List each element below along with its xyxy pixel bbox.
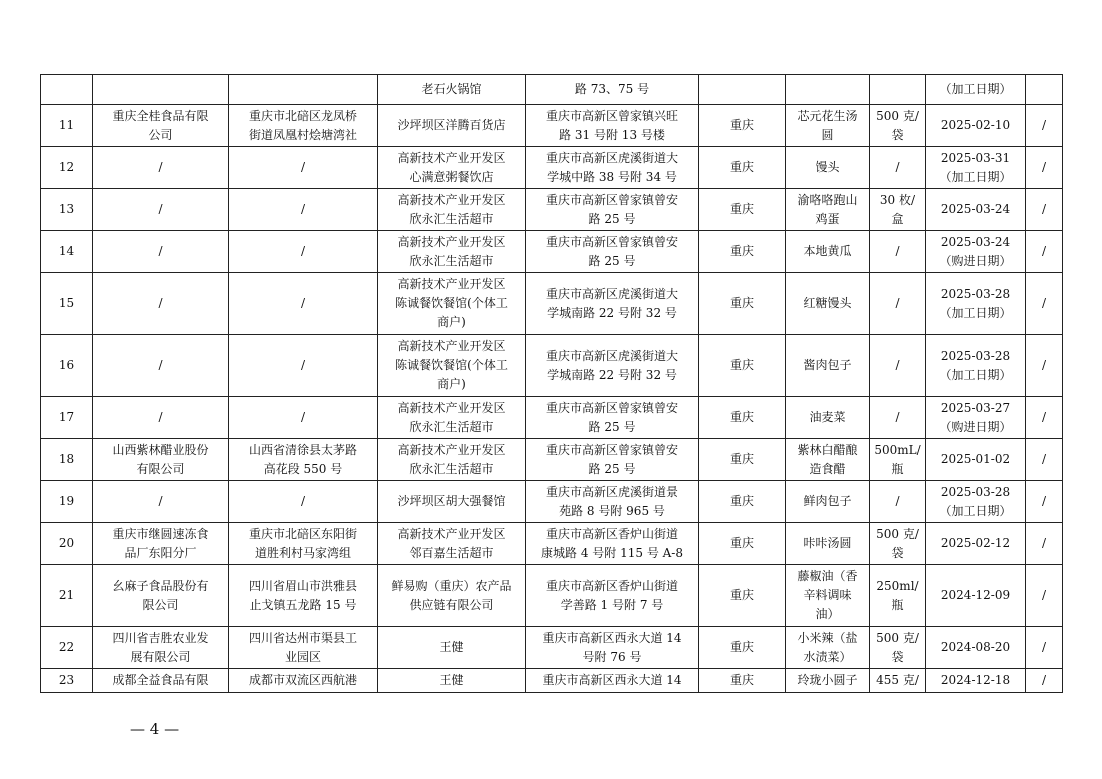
cell-other: / — [1026, 231, 1063, 273]
table-row — [41, 669, 1063, 693]
cell-spec: / — [870, 147, 926, 189]
cell-mfr: / — [93, 481, 229, 523]
cell-date: 2025-03-28 （加工日期） — [926, 481, 1026, 523]
cell-date: 2025-03-24 （购进日期） — [926, 231, 1026, 273]
cell-seller-addr: 重庆市高新区香炉山街道 康城路 4 号附 115 号 A-8 — [526, 523, 699, 565]
cell-mfr: / — [93, 335, 229, 397]
cell-region: 重庆 — [699, 397, 786, 439]
cell-region: 重庆 — [699, 627, 786, 669]
cell-date: 2024-12-09 — [926, 565, 1026, 627]
cell-other: / — [1026, 397, 1063, 439]
cell-mfr-addr: 重庆市北碚区东阳街 道胜利村马家湾组 — [229, 523, 378, 565]
table-row — [41, 105, 1063, 147]
cell-name: 渝咯咯跑山 鸡蛋 — [786, 189, 870, 231]
cell-seller-addr: 重庆市高新区西永大道 14 — [526, 669, 699, 693]
cell-n: 22 — [41, 627, 93, 669]
cell-mfr-addr: / — [229, 481, 378, 523]
cell-mfr-addr: / — [229, 397, 378, 439]
cell-n: 11 — [41, 105, 93, 147]
cell-date: 2025-03-24 — [926, 189, 1026, 231]
cell-mfr: / — [93, 273, 229, 335]
cell-date: 2024-12-18 — [926, 669, 1026, 693]
cell-other: / — [1026, 105, 1063, 147]
cell-region: 重庆 — [699, 147, 786, 189]
cell-other: / — [1026, 669, 1063, 693]
cell-date: 2024-08-20 — [926, 627, 1026, 669]
cell-seller-addr: 重庆市高新区虎溪街道景 苑路 8 号附 965 号 — [526, 481, 699, 523]
cell-n: 17 — [41, 397, 93, 439]
cell-n: 20 — [41, 523, 93, 565]
cell-seller: 鲜易购（重庆）农产品 供应链有限公司 — [378, 565, 526, 627]
table-row — [41, 273, 1063, 335]
cell-seller-addr: 重庆市高新区曾家镇兴旺 路 31 号附 13 号楼 — [526, 105, 699, 147]
cell-mfr-addr: 重庆市北碚区龙凤桥 街道凤凰村烩塘湾社 — [229, 105, 378, 147]
cell-seller: 王健 — [378, 669, 526, 693]
cell-name: 藤椒油（香 辛料调味 油） — [786, 565, 870, 627]
cell-region: 重庆 — [699, 565, 786, 627]
cell-spec: / — [870, 335, 926, 397]
table-row — [41, 523, 1063, 565]
cell-region: 重庆 — [699, 481, 786, 523]
cell-name: 玲珑小圆子 — [786, 669, 870, 693]
cell-spec: 500 克/ 袋 — [870, 523, 926, 565]
cell-mfr — [93, 75, 229, 105]
cell-date: 2025-02-12 — [926, 523, 1026, 565]
cell-name: 鲜肉包子 — [786, 481, 870, 523]
cell-spec: 30 枚/ 盒 — [870, 189, 926, 231]
table-row — [41, 439, 1063, 481]
cell-region: 重庆 — [699, 273, 786, 335]
cell-n: 21 — [41, 565, 93, 627]
cell-mfr: 幺麻子食品股份有 限公司 — [93, 565, 229, 627]
cell-name: 小米辣（盐 水渍菜） — [786, 627, 870, 669]
cell-date: 2025-03-31 （加工日期） — [926, 147, 1026, 189]
cell-date: 2025-03-27 （购进日期） — [926, 397, 1026, 439]
cell-seller-addr: 重庆市高新区虎溪街道大 学城南路 22 号附 32 号 — [526, 273, 699, 335]
cell-other: / — [1026, 523, 1063, 565]
page-number: — 4 — — [130, 720, 180, 738]
cell-other: / — [1026, 565, 1063, 627]
cell-n: 18 — [41, 439, 93, 481]
cell-region: 重庆 — [699, 439, 786, 481]
cell-mfr-addr: 山西省清徐县太茅路 高花段 550 号 — [229, 439, 378, 481]
cell-seller-addr: 重庆市高新区西永大道 14 号附 76 号 — [526, 627, 699, 669]
cell-name: 油麦菜 — [786, 397, 870, 439]
cell-seller: 高新技术产业开发区 欣永汇生活超市 — [378, 231, 526, 273]
cell-date: 2025-03-28 （加工日期） — [926, 335, 1026, 397]
cell-mfr-addr: 成都市双流区西航港 — [229, 669, 378, 693]
cell-name: 紫林白醋酿 造食醋 — [786, 439, 870, 481]
cell-name: 本地黄瓜 — [786, 231, 870, 273]
cell-seller: 王健 — [378, 627, 526, 669]
cell-date: 2025-03-28 （加工日期） — [926, 273, 1026, 335]
cell-name: 酱肉包子 — [786, 335, 870, 397]
cell-mfr: / — [93, 189, 229, 231]
table-row — [41, 147, 1063, 189]
cell-n: 19 — [41, 481, 93, 523]
cell-region: 重庆 — [699, 669, 786, 693]
table-row — [41, 231, 1063, 273]
cell-mfr: 成都全益食品有限 — [93, 669, 229, 693]
cell-mfr: 重庆市继圆速冻食 品厂东阳分厂 — [93, 523, 229, 565]
cell-n: 15 — [41, 273, 93, 335]
cell-mfr-addr: / — [229, 231, 378, 273]
cell-seller-addr: 重庆市高新区香炉山街道 学善路 1 号附 7 号 — [526, 565, 699, 627]
cell-mfr: / — [93, 397, 229, 439]
cell-other: / — [1026, 273, 1063, 335]
cell-region — [699, 75, 786, 105]
table-row — [41, 397, 1063, 439]
cell-seller-addr: 重庆市高新区曾家镇曾安 路 25 号 — [526, 397, 699, 439]
cell-n: 16 — [41, 335, 93, 397]
cell-spec — [870, 75, 926, 105]
cell-mfr-addr: 四川省眉山市洪雅县 止戈镇五龙路 15 号 — [229, 565, 378, 627]
cell-mfr-addr — [229, 75, 378, 105]
cell-mfr: 山西紫林醋业股份 有限公司 — [93, 439, 229, 481]
cell-mfr-addr: / — [229, 335, 378, 397]
cell-n: 23 — [41, 669, 93, 693]
cell-n: 14 — [41, 231, 93, 273]
cell-other — [1026, 75, 1063, 105]
cell-spec: / — [870, 231, 926, 273]
cell-n: 13 — [41, 189, 93, 231]
cell-seller-addr: 重庆市高新区曾家镇曾安 路 25 号 — [526, 189, 699, 231]
cell-seller: 沙坪坝区洋腾百货店 — [378, 105, 526, 147]
cell-name: 芯元花生汤 圆 — [786, 105, 870, 147]
cell-seller-addr: 重庆市高新区虎溪街道大 学城中路 38 号附 34 号 — [526, 147, 699, 189]
cell-seller: 老石火锅馆 — [378, 75, 526, 105]
cell-spec: / — [870, 273, 926, 335]
cell-date: （加工日期） — [926, 75, 1026, 105]
table-row — [41, 189, 1063, 231]
cell-name: 馒头 — [786, 147, 870, 189]
table-row — [41, 565, 1063, 627]
cell-other: / — [1026, 439, 1063, 481]
cell-seller-addr: 路 73、75 号 — [526, 75, 699, 105]
cell-mfr-addr: / — [229, 147, 378, 189]
cell-mfr: 四川省吉胜农业发 展有限公司 — [93, 627, 229, 669]
cell-spec: / — [870, 397, 926, 439]
cell-seller-addr: 重庆市高新区虎溪街道大 学城南路 22 号附 32 号 — [526, 335, 699, 397]
cell-seller: 高新技术产业开发区 陈诚餐饮餐馆(个体工 商户) — [378, 335, 526, 397]
table-row — [41, 481, 1063, 523]
cell-region: 重庆 — [699, 189, 786, 231]
cell-mfr: / — [93, 231, 229, 273]
cell-seller: 沙坪坝区胡大强餐馆 — [378, 481, 526, 523]
cell-name: 红糖馒头 — [786, 273, 870, 335]
cell-mfr-addr: 四川省达州市渠县工 业园区 — [229, 627, 378, 669]
cell-date: 2025-01-02 — [926, 439, 1026, 481]
cell-n: 12 — [41, 147, 93, 189]
cell-mfr-addr: / — [229, 189, 378, 231]
table-row — [41, 627, 1063, 669]
cell-region: 重庆 — [699, 105, 786, 147]
cell-mfr: 重庆全桂食品有限 公司 — [93, 105, 229, 147]
cell-other: / — [1026, 481, 1063, 523]
cell-other: / — [1026, 627, 1063, 669]
cell-spec: 500 克/ 袋 — [870, 627, 926, 669]
cell-name — [786, 75, 870, 105]
table-row — [41, 75, 1063, 105]
cell-spec: 250ml/ 瓶 — [870, 565, 926, 627]
cell-date: 2025-02-10 — [926, 105, 1026, 147]
cell-seller: 高新技术产业开发区 欣永汇生活超市 — [378, 189, 526, 231]
cell-mfr-addr: / — [229, 273, 378, 335]
cell-spec: 500mL/ 瓶 — [870, 439, 926, 481]
cell-region: 重庆 — [699, 231, 786, 273]
table-row — [41, 335, 1063, 397]
cell-spec: 455 克/ — [870, 669, 926, 693]
cell-name: 咔咔汤圆 — [786, 523, 870, 565]
cell-seller-addr: 重庆市高新区曾家镇曾安 路 25 号 — [526, 439, 699, 481]
cell-n — [41, 75, 93, 105]
cell-other: / — [1026, 335, 1063, 397]
cell-seller: 高新技术产业开发区 心满意粥餐饮店 — [378, 147, 526, 189]
cell-region: 重庆 — [699, 523, 786, 565]
cell-mfr: / — [93, 147, 229, 189]
cell-spec: / — [870, 481, 926, 523]
cell-spec: 500 克/ 袋 — [870, 105, 926, 147]
cell-region: 重庆 — [699, 335, 786, 397]
cell-other: / — [1026, 147, 1063, 189]
cell-seller: 高新技术产业开发区 欣永汇生活超市 — [378, 397, 526, 439]
inspection-table — [40, 74, 1063, 693]
cell-seller: 高新技术产业开发区 邻百嘉生活超市 — [378, 523, 526, 565]
cell-other: / — [1026, 189, 1063, 231]
cell-seller-addr: 重庆市高新区曾家镇曾安 路 25 号 — [526, 231, 699, 273]
cell-seller: 高新技术产业开发区 陈诚餐饮餐馆(个体工 商户) — [378, 273, 526, 335]
cell-seller: 高新技术产业开发区 欣永汇生活超市 — [378, 439, 526, 481]
